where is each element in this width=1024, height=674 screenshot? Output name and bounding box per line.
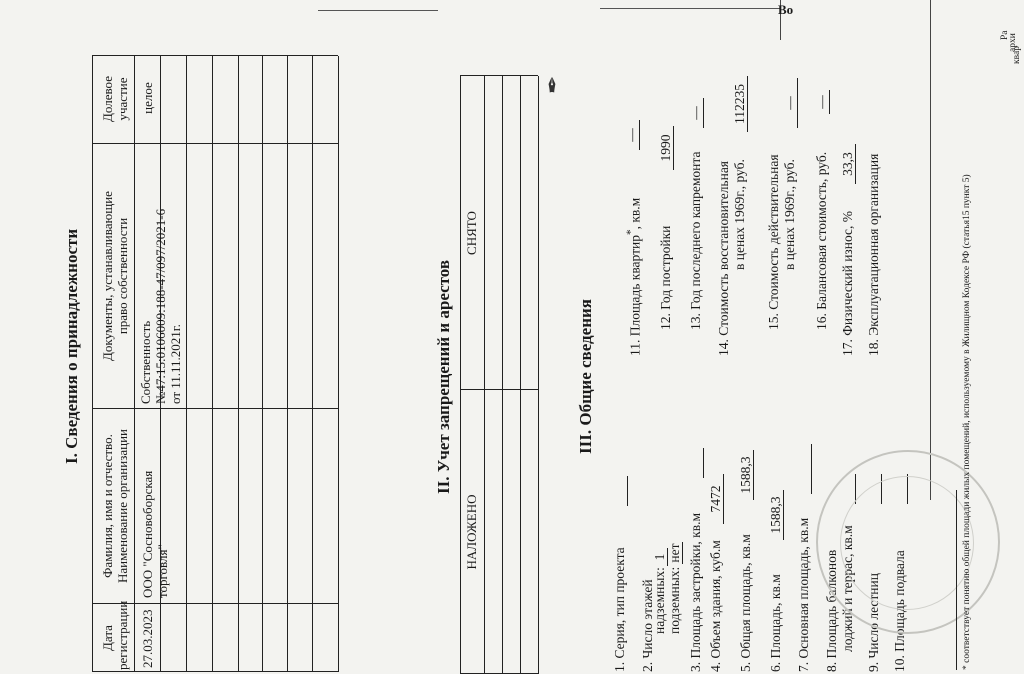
header-date [100,600,130,670]
item-apartments-label: 11. Площадь квартир [627,235,643,356]
table1-border [262,56,263,672]
item-last-repair-value: — [688,98,704,128]
item-built-area: 3. Площадь застройки, кв.м [688,512,703,672]
row-owner-line1: ООО "Сосновоборская [140,470,155,598]
row-docs [138,142,183,404]
table1-border [338,56,339,672]
header-name-line2: Наименование организации [115,428,130,584]
footnote: * соответствует понятию общей площади жилых помещений, используемому в Жилищном Кодексе РФ (статья15 пункт 5) [962,174,972,670]
header-name [100,410,130,602]
item-built-area-line [688,448,704,478]
item-apartments-value: — [624,120,640,150]
table2-border [502,76,503,674]
row-docs-line2: №47:15:0106009:188-47/097/2021-6 [153,208,168,404]
item-wear-value: 33,3 [840,144,856,184]
table1-border [238,56,239,672]
table1-border [92,56,93,672]
item-restoration-cost-2: в ценах 1969г., руб. [732,159,747,270]
table1-border [92,143,338,144]
item-series-line [612,476,628,506]
header-share-line2: участие [115,77,130,121]
item-apartments [624,198,643,356]
item-apartments-asterisk: * [625,229,637,236]
item-volume: 4. Объем здания, куб.м [708,540,723,672]
row-share: целое [140,82,155,114]
header-docs-line1: Документы, устанавливающие [100,191,115,361]
table1-border [92,408,338,409]
item-balance-cost-value: — [814,90,830,114]
item-maintenance-org: 18. Эксплуатационная организация [866,153,881,356]
section3-title: III. Общие сведения [576,299,595,454]
item-stairs: 9. Число лестниц [866,573,881,672]
item-floors: 2. Число этажей [640,579,655,672]
item-main-area: 7. Основная площадь, кв.м [796,517,811,672]
table2-border [538,76,539,674]
header-date-line2: регистрации [115,600,130,670]
header-docs-line2: право собственности [115,217,130,335]
item-last-repair: 13. Год последнего капремонта [688,151,703,330]
ink-mark: ✒ [540,75,565,94]
table2-border [460,76,461,674]
item-balconies-2: лоджий и террас, кв.м [840,525,855,652]
row-owner-line2: торговля" [155,544,170,598]
item-area: 6. Площадь, кв.м [768,574,783,672]
table1-border [287,56,288,672]
item-balance-cost: 16. Балансовая стоимость, руб. [814,151,829,330]
row-owner [140,412,170,598]
header-docs [100,145,130,407]
top-fragment: Во [778,2,794,17]
row-docs-line3: от 11.11.2021г. [168,324,183,404]
item-apartments-unit: , кв.м [627,197,643,230]
item-total-area: 5. Общая площадь, кв.м [738,534,753,672]
item-series: 1. Серия, тип проекта [612,547,627,672]
round-stamp-inner [840,476,974,610]
item-main-area-line [796,444,812,494]
item-actual-cost-value: — [782,78,798,128]
item-floors-above-value: 1 [652,548,668,566]
margin-fragment-2: архи [1008,33,1018,52]
header-share [100,56,130,142]
item-floors-above: надземных: [652,567,667,634]
row-docs-line1: Собственность [138,320,153,404]
table1-border [134,56,135,672]
item-restoration-cost-value: 112235 [732,76,748,132]
table2-border [484,76,485,674]
table2-border [520,76,521,674]
section1-title: I. Сведения о принадлежности [62,228,81,464]
table1-border [312,56,313,672]
table1-border [92,671,338,672]
margin-fragment-3: квар [1012,46,1022,64]
item-year-built-value: 1990 [658,126,674,170]
table1-border [212,56,213,672]
header-name-line1: Фамилия, имя и отчество. [100,434,115,578]
item-actual-cost: 15. Стоимость действительная [766,154,781,330]
footnote-rule [956,490,957,670]
item-floors-below-value: нет [667,543,682,563]
col-removed: СНЯТО [464,211,479,255]
row-date: 27.03.2023 [140,609,155,668]
item-wear: 17. Физический износ, % [840,210,855,356]
header-date-line1: Дата [100,625,115,651]
col-imposed: НАЛОЖЕНО [464,494,479,570]
margin-fragment-1: Ра [1000,30,1010,40]
item-volume-value: 7472 [708,474,724,524]
item-total-area-value: 1588,3 [738,450,754,500]
section2-title: II. Учет запрещений и арестов [434,259,453,494]
item-balconies: 8. Площадь балконов [824,549,839,672]
item-floors-below: подземных: [667,566,682,634]
item-actual-cost-2: в ценах 1969г., руб. [782,159,797,270]
item-area-value: 1588,3 [768,490,784,540]
header-share-line1: Долевое [100,76,115,122]
item-year-built: 12. Год постройки [658,225,673,330]
item-restoration-cost: 14. Стоимость восстановительная [716,160,731,356]
item-basement: 10. Площадь подвала [892,550,907,672]
table1-border [186,56,187,672]
